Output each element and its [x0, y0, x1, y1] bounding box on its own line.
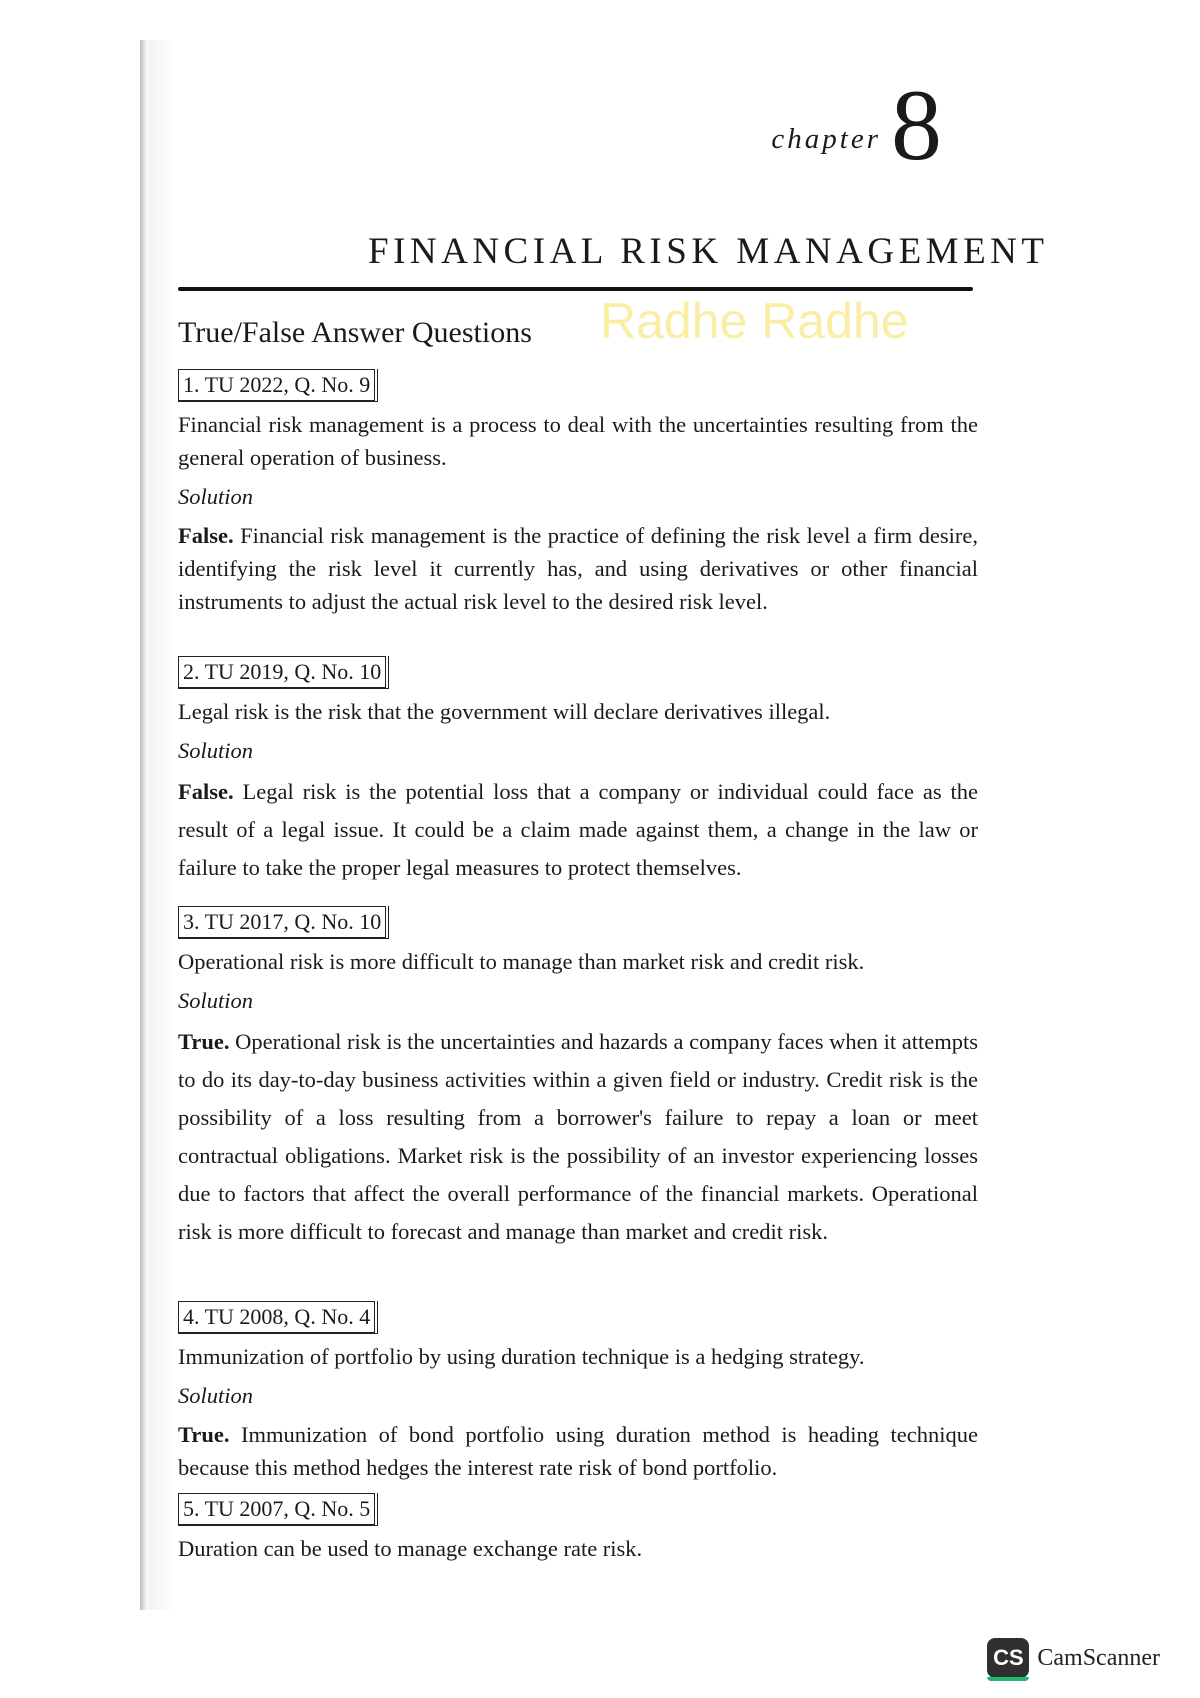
chapter-number: 8: [891, 69, 942, 182]
answer-text: Immunization of bond portfolio using duration method is heading technique because this method hedges the interest rate risk of bond portfolio.: [178, 1422, 978, 1480]
answer-text: Financial risk management is the practice of defining the risk level a firm desire, identifying the risk level it currently has, and using derivatives or other financial instruments to adjust the actual risk level to the desired risk level.: [178, 523, 979, 614]
question-text: Duration can be used to manage exchange rate risk.: [178, 1536, 643, 1561]
section-title: True/False Answer Questions: [178, 316, 532, 349]
question-tag: 4. TU 2008, Q. No. 4: [178, 1301, 378, 1334]
solution-text: [178, 1023, 978, 1251]
question-2: [178, 655, 978, 887]
solution-label: Solution: [178, 988, 254, 1013]
solution-label: Solution: [178, 738, 254, 763]
camscanner-icon: CS: [987, 1638, 1029, 1678]
title-rule: [178, 287, 973, 291]
solution-text: [178, 1418, 978, 1484]
question-tag: 1. TU 2022, Q. No. 9: [178, 369, 378, 402]
page-binding-shade: [148, 40, 178, 1610]
answer-text: Operational risk is the uncertainties and hazards a company faces when it attempts to do its day-to-day business activities within a given field or industry. Credit risk is the possibility of a loss resulting from a borrower's failure to repay a loan or meet contractual obligations. Market risk is the possibility of an investor experiencing losses due to factors that affect the overall performance of the financial markets. Operational risk is more difficult to forecast and manage than market and credit risk.: [178, 1029, 978, 1244]
question-text: Legal risk is the risk that the government will declare derivatives illegal.: [178, 699, 831, 724]
question-tag: 2. TU 2019, Q. No. 10: [178, 656, 389, 689]
question-5: [178, 1492, 978, 1565]
question-3: [178, 905, 978, 1251]
answer-text: Legal risk is the potential loss that a company or individual could face as the result of a legal issue. It could be a claim made against them, a change in the law or failure to take the proper legal measures to protect themselves.: [178, 779, 979, 880]
verdict: True.: [178, 1029, 230, 1054]
verdict: False.: [178, 523, 234, 548]
solution-text: [178, 519, 978, 618]
question-tag: 3. TU 2017, Q. No. 10: [178, 906, 389, 939]
question-text: Operational risk is more difficult to manage than market risk and credit risk.: [178, 949, 865, 974]
solution-label: Solution: [178, 1383, 254, 1408]
question-text: Immunization of portfolio by using duration technique is a hedging strategy.: [178, 1344, 865, 1369]
question-4: [178, 1300, 978, 1484]
solution-text: [178, 773, 978, 887]
camscanner-logo: [987, 1638, 1160, 1678]
solution-label: Solution: [178, 484, 254, 509]
watermark: Radhe Radhe: [600, 293, 909, 349]
chapter-heading: [771, 69, 942, 182]
camscanner-name: CamScanner: [1037, 1644, 1160, 1671]
verdict: False.: [178, 779, 234, 804]
question-1: [178, 368, 978, 618]
page-title: FINANCIAL RISK MANAGEMENT: [368, 231, 1049, 272]
page-binding-edge: [140, 40, 148, 1610]
question-text: Financial risk management is a process to deal with the uncertainties resulting from the general operation of business.: [178, 412, 978, 470]
verdict: True.: [178, 1422, 230, 1447]
chapter-word: chapter: [771, 123, 881, 155]
question-tag: 5. TU 2007, Q. No. 5: [178, 1493, 378, 1526]
